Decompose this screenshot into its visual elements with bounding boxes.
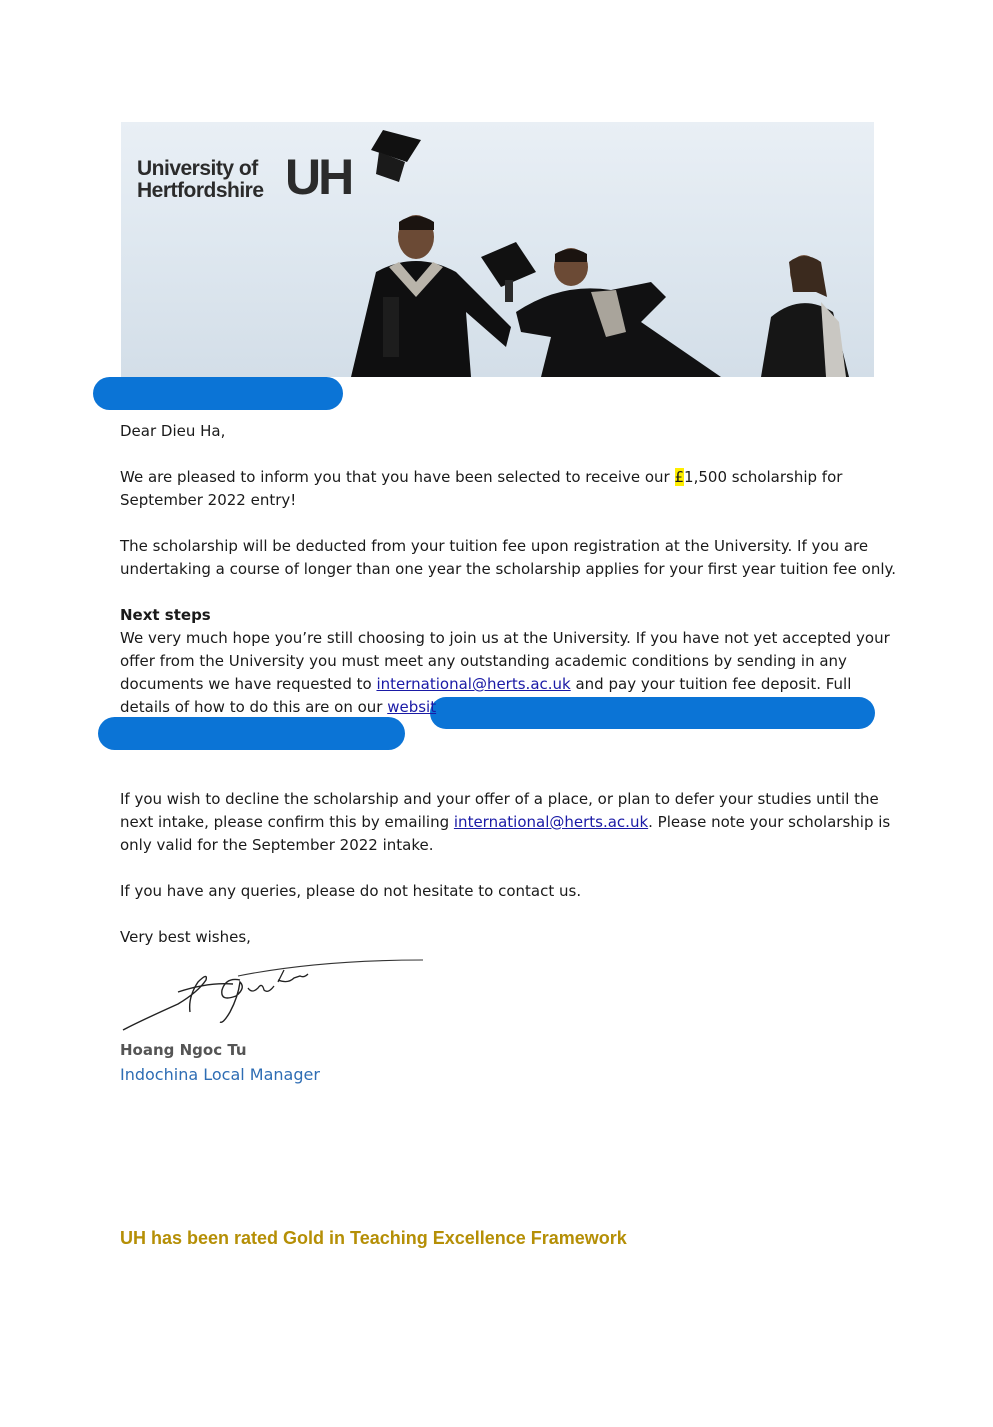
greeting: Dear Dieu Ha,	[120, 422, 226, 440]
handwritten-signature	[118, 952, 428, 1037]
scholarship-announcement: We are pleased to inform you that you have been selected to receive our £1,500 scholarship for September 2022 entry!	[120, 468, 843, 509]
letter-body	[120, 420, 900, 972]
international-email-link-2[interactable]: international@herts.ac.uk	[453, 813, 649, 831]
next-steps-heading: Next steps	[120, 606, 211, 624]
signer-name: Hoang Ngoc Tu	[120, 1041, 247, 1059]
university-logo-text	[137, 158, 264, 202]
international-email-link[interactable]: international@herts.ac.uk	[376, 675, 571, 693]
deduction-paragraph: The scholarship will be deducted from your tuition fee upon registration at the University. If you are undertaking a course of longer than one year the scholarship applies for your first year tuition fee only.	[120, 537, 896, 578]
logo-line-1: University of	[137, 157, 258, 180]
graduate-left	[351, 215, 511, 377]
decline-paragraph: If you wish to decline the scholarship and your offer of a place, or plan to defer your studies until the next intake, please confirm this by emailing international@herts.ac.uk. Please note your scholarship is only valid for the September 2022 intake.	[120, 790, 891, 854]
currency-highlight: £	[674, 468, 685, 486]
website-link[interactable]: websit	[387, 698, 437, 716]
mortarboard-held	[481, 242, 536, 302]
next-steps-paragraph: Next steps We very much hope you’re still choosing to join us at the University. If you have not yet accepted your offer from the University you must meet any outstanding academic conditions by sending in any documents we have requested to international@herts.ac.uk and pay your tuition fee deposit. Full details of how to do this are on our websit	[120, 606, 890, 716]
logo-line-2: Hertfordshire	[137, 179, 264, 202]
graduate-right	[761, 255, 849, 377]
graduate-middle	[516, 248, 721, 377]
header-banner-image	[121, 122, 874, 377]
uh-logo-mark: UH	[285, 149, 352, 205]
redaction-mark-header	[93, 377, 343, 410]
mortarboard-in-air	[371, 130, 421, 182]
tef-gold-note: UH has been rated Gold in Teaching Excellence Framework	[120, 1228, 627, 1248]
queries-paragraph: If you have any queries, please do not hesitate to contact us.	[120, 882, 582, 900]
closing: Very best wishes,	[120, 928, 251, 946]
signer-role: Indochina Local Manager	[120, 1065, 320, 1084]
